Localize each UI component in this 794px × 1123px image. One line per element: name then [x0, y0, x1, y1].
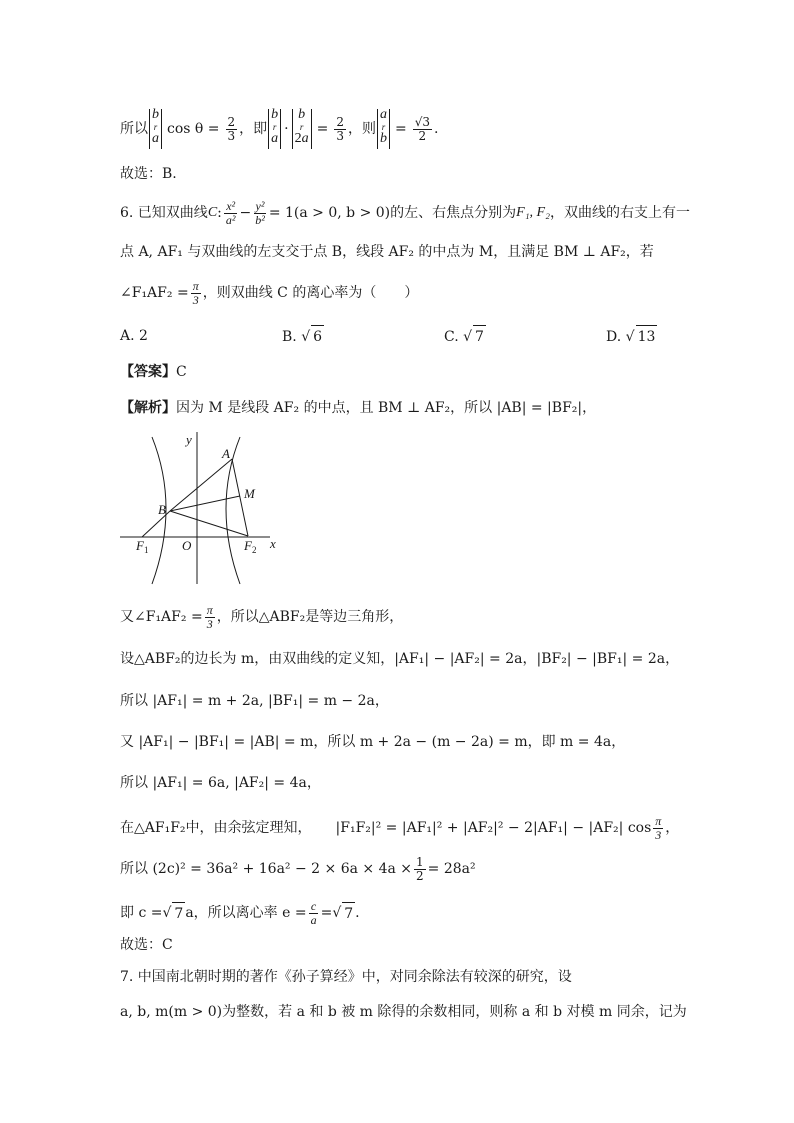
text-ze: ，则 — [347, 121, 376, 137]
step-2c-squared: 所以 (2c)² = 36a² + 16a² − 2 × 6a × 4a × $\frac{1}{2}$ = 28a² — [120, 854, 476, 883]
step-equilateral: 又∠F₁AF₂ = $\frac{\pi}{3}$ ，所以△ABF₂是等边三角形， — [120, 602, 404, 631]
step-eccentricity: 即 c = √ 7 a，所以离心率 e = $\frac{c}{a}$ = √ 7 . — [120, 898, 360, 927]
frac-x2-a2: $\frac{\text{x²}}{\text{a²}}$ — [225, 198, 236, 227]
frac-pi-3-b: $\frac{\pi}{3}$ — [206, 602, 213, 631]
answer-line-b: 故选：B. — [120, 166, 177, 182]
q7-line-2: a, b, m(m > 0)为整数，若 a 和 b 被 m 除得的余数相同，则称 a 和 b 对模 m 同余，记为 — [120, 1004, 687, 1020]
analysis-line: 【解析】 因为 M 是线段 AF₂ 的中点，且 BM ⊥ AF₂，所以 |AB| = |BF₂|， — [120, 400, 597, 416]
q7-line-1: 7. 中国南北朝时期的著作《孙子算经》中，对同余除法有较深的研究，设 — [120, 969, 572, 985]
frac-y2-b2: $\frac{\text{y²}}{\text{b²}}$ — [255, 198, 265, 227]
q6-line-3: ∠F₁AF₂ = $\frac{\pi}{3}$ ，则双曲线 C 的离心率为（ ） — [120, 278, 419, 307]
label-f2: $F_2$ — [244, 538, 257, 555]
text-suoyi: 所以 — [120, 121, 148, 137]
frac-2-3-a: $\frac{2}{3}$ — [227, 114, 236, 143]
answer-line-c: 故选：C — [120, 937, 173, 953]
label-m: M — [244, 486, 255, 501]
label-a: A — [222, 446, 230, 461]
q6-line-2: 点 A, AF₁ 与双曲线的左支交于点 B，线段 AF₂ 的中点为 M，且满足 BM ⊥ AF₂，若 — [120, 244, 654, 260]
solution-line-vector-ratio: 所以 b r a cos θ = $\frac{2}{3}$ ，即 b r a · b r 2a = $\frac{2}{3}$ ，则 a r b = $\frac{√3}{2}$ . — [120, 104, 680, 154]
frac-2-3-b: $\frac{2}{3}$ — [336, 114, 344, 143]
frac-pi-3-c: $\frac{\pi}{3}$ — [655, 813, 662, 842]
label-f1: $F_1$ — [136, 538, 149, 555]
text-ji: ，即 — [239, 121, 268, 137]
segment-bf2 — [170, 511, 248, 536]
label-b: B — [158, 502, 166, 517]
option-c: C. √ 7 — [444, 325, 486, 348]
hyperbola-figure — [120, 432, 300, 587]
abs-b-over-a: b r a — [268, 109, 281, 149]
segment-ba — [170, 459, 232, 511]
abs-a-over-b: a r b — [377, 109, 390, 149]
step-lengths: 所以 |AF₁| = m + 2a, |BF₁| = m − 2a， — [120, 693, 389, 709]
label-x: x — [270, 536, 276, 551]
q6-line-1: 6. 已知双曲线 C : $\frac{\text{x²}}{\text{a²}}$ − $\frac{\text{y²}}{\text{b²}}$ = 1 (a > 0, b > 0)的左、右焦点分别为 F₁, F₂ ，双曲线的右支上有一 — [120, 198, 690, 227]
step-cosine-law: 在△AF₁F₂中，由余弦定理知， |F₁F₂|² = |AF₁|² + |AF₂|² − 2|AF₁| − |AF₂| cos $\frac{\pi}{3}$ ， — [120, 813, 680, 842]
segment-bm — [170, 496, 240, 511]
step-solve-m: 又 |AF₁| − |BF₁| = |AB| = m，所以 m + 2a − (m − 2a) = m，即 m = 4a， — [120, 734, 626, 750]
frac-1-2: $\frac{1}{2}$ — [416, 854, 424, 883]
abs-b: b r a — [149, 109, 162, 149]
option-d: D. √ 13 — [606, 325, 657, 348]
label-y: y — [186, 432, 192, 447]
text-cos-theta: cos θ = — [167, 121, 220, 137]
frac-sqrt3-2: $\frac{√3}{2}$ — [414, 114, 430, 143]
frac-c-a: $\frac{c}{a}$ — [310, 898, 317, 927]
label-o: O — [182, 538, 192, 553]
step-af-values: 所以 |AF₁| = 6a, |AF₂| = 4a， — [120, 775, 321, 791]
frac-pi-3: $\frac{\pi}{3}$ — [192, 278, 199, 307]
option-a: A. 2 — [120, 328, 148, 344]
step-definition: 设△ABF₂的边长为 m，由双曲线的定义知，|AF₁| − |AF₂| = 2a，|BF₂| − |BF₁| = 2a， — [120, 651, 680, 667]
option-b: B. √ 6 — [282, 325, 324, 348]
answer-line: 【答案】 C — [120, 364, 187, 380]
abs-b-over-2a: b r 2a — [292, 109, 312, 149]
